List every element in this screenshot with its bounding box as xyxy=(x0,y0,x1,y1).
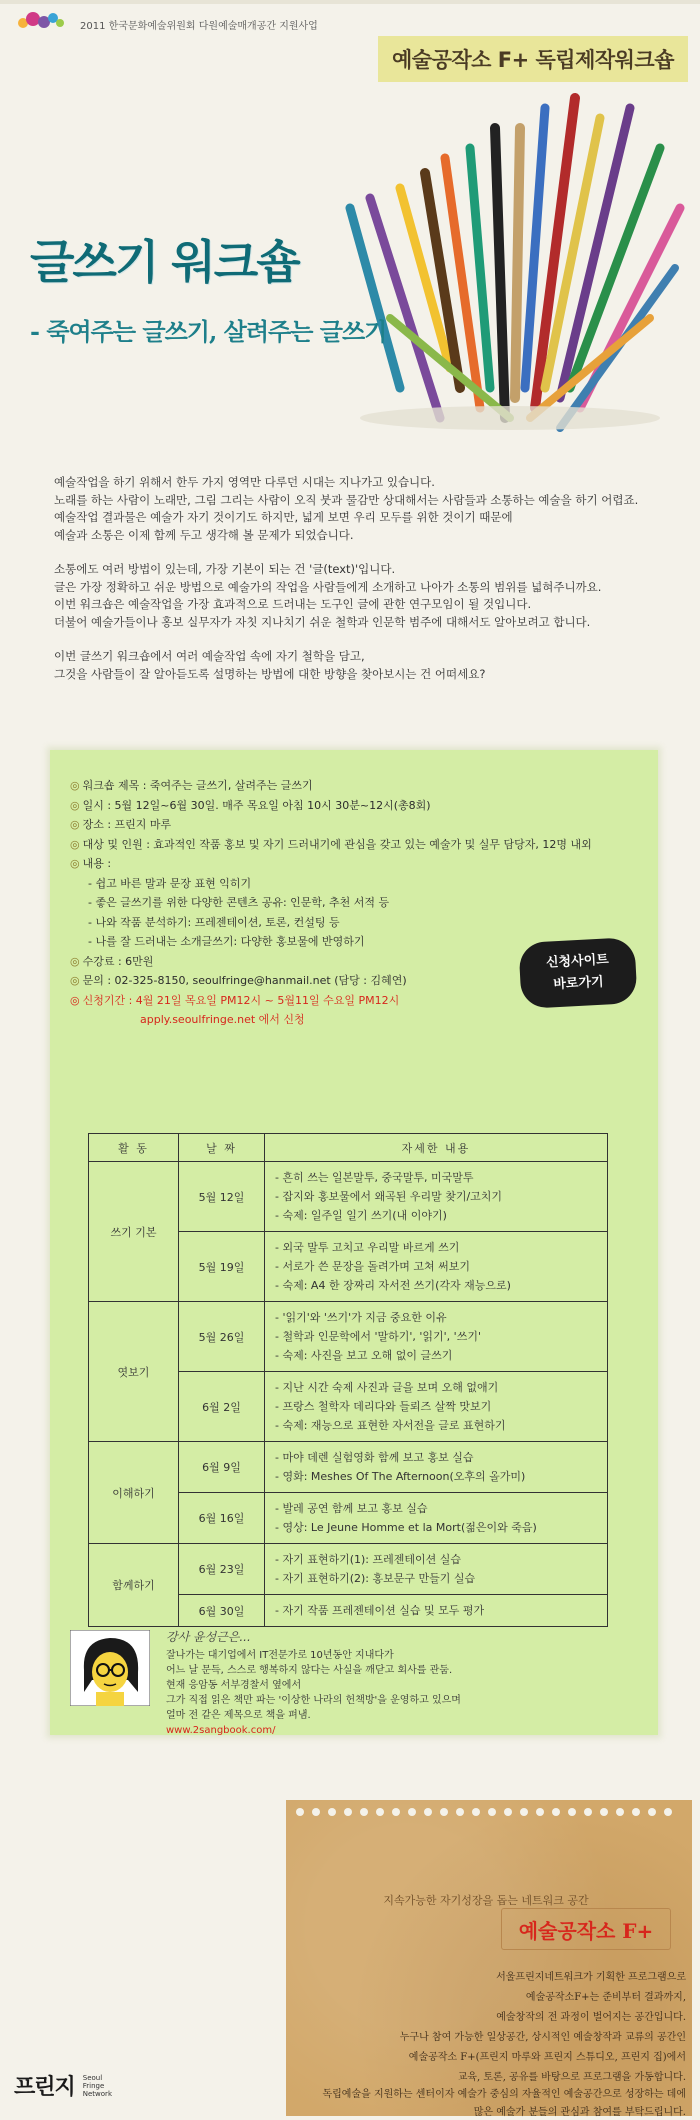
date-cell: 5월 19일 xyxy=(179,1232,265,1302)
detail-line: - 숙제: A4 한 장짜리 자서전 쓰기(각자 재능으로) xyxy=(275,1279,511,1292)
detail-line: - 숙제: 재능으로 표현한 자서전을 글로 표현하기 xyxy=(275,1419,506,1432)
instructor-link[interactable]: www.2sangbook.com/ xyxy=(166,1725,276,1736)
detail-cell xyxy=(265,1372,608,1442)
category-cell: 엿보기 xyxy=(89,1302,179,1442)
logo-text: 프린지 xyxy=(14,2075,75,2100)
instructor-bio xyxy=(166,1630,461,1738)
intro-line: 글은 가장 정확하고 쉬운 방법으로 예술가의 작업을 사람들에게 소개하고 나아가 소통의 범위를 넓혀주니까요. xyxy=(54,579,602,594)
table-row xyxy=(89,1442,608,1493)
date-cell: 5월 26일 xyxy=(179,1302,265,1372)
date-cell: 6월 30일 xyxy=(179,1595,265,1627)
bio-line: 어느 날 문득, 스스로 행복하지 않다는 사실을 깨닫고 회사를 관둠. xyxy=(166,1665,453,1676)
detail-line: - 자기 작품 프레젠테이션 실습 및 모두 평가 xyxy=(275,1604,485,1617)
signup-line: 바로가기 xyxy=(553,974,605,993)
detail-line: - 영화: Meshes Of The Afternoon(오후의 올가미) xyxy=(275,1470,526,1483)
program-badge: 예술공작소 F+ 독립제작워크숍 xyxy=(378,36,688,82)
header-detail: 자세한 내용 xyxy=(265,1134,608,1162)
detail-line: - 자기 표현하기(2): 홍보문구 만들기 실습 xyxy=(275,1572,476,1585)
intro-line: 그것을 사람들이 잘 알아듣도록 설명하는 방법에 대한 방향을 찾아보시는 건 어떠세요? xyxy=(54,666,486,681)
info-date-text: 일시 : 5월 12일~6월 30일. 매주 목요일 아침 10시 30분~12시(총8회) xyxy=(82,798,431,812)
info-place-text: 장소 : 프린지 마루 xyxy=(82,818,172,831)
intro-line: 소통에도 여러 방법이 있는데, 가장 기본이 되는 건 '글(text)'입니다. xyxy=(54,562,396,576)
page-title: 글쓰기 워크숍 xyxy=(30,235,299,289)
note-footer xyxy=(296,2086,686,2120)
note-brand: 예술공작소 F+ xyxy=(518,1918,654,1943)
note-line: 누구나 참여 가능한 일상공간, 상시적인 예술창작과 교류의 공간인 xyxy=(399,2032,686,2043)
color-dots-icon xyxy=(18,10,72,32)
bullet-icon: ◎ xyxy=(70,993,80,1007)
bullet-icon: ◎ xyxy=(70,837,80,851)
date-cell: 6월 23일 xyxy=(179,1544,265,1595)
intro-line: 더불어 예술가들이나 홍보 실무자가 자칫 지나치기 쉬운 철학과 인문학 범주에 대해서도 알아보려고 합니다. xyxy=(54,614,591,629)
detail-line: - 숙제: 사진을 보고 오해 없이 글쓰기 xyxy=(275,1349,453,1362)
intro-line: 예술작업을 하기 위해서 한두 가지 영역만 다루던 시대는 지나가고 있습니다. xyxy=(54,475,435,489)
instructor-section xyxy=(70,1630,678,1736)
note-line: 예술공작소 F+(프린지 마루와 프린지 스튜디오, 프린지 집)에서 xyxy=(408,2052,686,2063)
category-cell: 쓰기 기본 xyxy=(89,1162,179,1302)
bullet-icon: ◎ xyxy=(70,857,80,870)
header-date: 날 짜 xyxy=(179,1134,265,1162)
info-contact-text: 문의 : 02-325-8150, seoulfringe@hanmail.net (담당 : 김혜연) xyxy=(82,974,407,987)
info-target-text: 대상 및 인원 : 효과적인 작품 홍보 및 자기 드러내기에 관심을 갖고 있는 예술가 및 실무 담당자, 12명 내외 xyxy=(82,837,592,851)
apply-site-link[interactable]: apply.seoulfringe.net 에서 신청 xyxy=(140,1013,305,1026)
note-line: 예술창작의 전 과정이 벌어지는 공간입니다. xyxy=(496,2012,686,2023)
intro-paragraph xyxy=(54,648,654,683)
logo-sub-line: Fringe xyxy=(82,2081,105,2090)
detail-line: - 숙제: 일주일 일기 쓰기(내 이야기) xyxy=(275,1209,447,1222)
detail-line: - 지난 시간 숙제 사진과 글을 보며 오해 없애기 xyxy=(275,1381,499,1394)
bio-line: 얼마 전 같은 제목으로 책을 펴냄. xyxy=(166,1710,311,1721)
bio-line: 현재 응암동 서부경찰서 옆에서 xyxy=(166,1680,302,1691)
detail-cell xyxy=(265,1162,608,1232)
instructor-avatar xyxy=(70,1630,150,1706)
bio-line: 그가 직접 읽은 책만 파는 '이상한 나라의 헌책방'을 운영하고 있으며 xyxy=(166,1695,461,1706)
info-fee-text: 수강료 : 6만원 xyxy=(82,954,154,968)
intro-paragraph xyxy=(54,561,654,631)
detail-line: - 발레 공연 함께 보고 홍보 실습 xyxy=(275,1502,428,1515)
detail-cell xyxy=(265,1442,608,1493)
intro-text xyxy=(54,474,654,700)
detail-cell xyxy=(265,1595,608,1627)
table-row xyxy=(89,1162,608,1232)
detail-line: - 잡지와 홍보물에서 왜곡된 우리말 찾기/고치기 xyxy=(275,1190,503,1203)
intro-line: 예술작업 결과물은 예술가 자기 것이기도 하지만, 넓게 보면 우리 모두를 위한 것이기 때문에 xyxy=(54,510,513,524)
intro-line: 이번 글쓰기 워크숍에서 여러 예술작업 속에 자기 철학을 담고, xyxy=(54,649,365,663)
note-line: 교육, 토론, 공유를 바탕으로 프로그램을 가동합니다. xyxy=(457,2072,686,2083)
pencils-illustration xyxy=(330,88,690,438)
bullet-icon: ◎ xyxy=(70,974,80,987)
instructor-name: 강사 윤성근은... xyxy=(166,1630,251,1644)
detail-line: - 서로가 쓴 문장을 돌려가며 고쳐 써보기 xyxy=(275,1260,470,1273)
schedule-table xyxy=(88,1133,608,1627)
fringe-logo[interactable] xyxy=(14,2070,112,2101)
intro-paragraph xyxy=(54,474,654,544)
table-header-row xyxy=(89,1134,608,1162)
info-apply-period-text: 신청기간 : 4월 21일 목요일 PM12시 ~ 5월11일 수요일 PM12시 xyxy=(82,993,400,1007)
content-item: - 나와 작품 분석하기: 프레젠테이션, 토론, 컨설팅 등 xyxy=(88,915,340,929)
detail-cell xyxy=(265,1493,608,1544)
content-item: - 나를 잘 드러내는 소개글쓰기: 다양한 홍보물에 반영하기 xyxy=(88,935,365,948)
workshop-info-card xyxy=(50,750,658,1735)
detail-line: - 영상: Le Jeune Homme et la Mort(젊은이와 죽음) xyxy=(275,1521,537,1534)
bullet-icon: ◎ xyxy=(70,798,80,812)
content-item: - 좋은 글쓰기를 위한 다양한 콘텐츠 공유: 인문학, 추천 서적 등 xyxy=(88,896,390,909)
logo-sub-line: Seoul xyxy=(82,2073,103,2082)
note-line: 서울프린지네트워크가 기획한 프로그램으로 xyxy=(496,1972,686,1983)
info-target xyxy=(70,835,630,855)
info-date xyxy=(70,796,630,816)
bio-line: 잘나가는 대기업에서 IT전문가로 10년동안 지내다가 xyxy=(166,1650,394,1661)
signup-site-button[interactable] xyxy=(518,937,637,1009)
detail-cell xyxy=(265,1302,608,1372)
content-item: - 쉽고 바른 말과 문장 표현 익히기 xyxy=(88,876,252,890)
top-line xyxy=(0,0,700,4)
intro-line: 예술과 소통은 이제 함께 두고 생각해 볼 문제가 되었습니다. xyxy=(54,527,354,542)
note-line: 독립예술을 지원하는 센터이자 예술가 중심의 자율적인 예술공간으로 성장하는 데에 xyxy=(322,2089,686,2100)
info-title-text: 워크숍 제목 : 죽여주는 글쓰기, 살려주는 글쓰기 xyxy=(82,779,313,792)
category-cell: 이해하기 xyxy=(89,1442,179,1544)
page-subtitle: - 죽여주는 글쓰기, 살려주는 글쓰기 xyxy=(30,317,387,346)
intro-line: 노래를 하는 사람이 노래만, 그림 그리는 사람이 오직 붓과 물감만 상대해서는 사람들과 소통하는 예술을 하기 어렵죠. xyxy=(54,492,639,507)
binder-holes xyxy=(296,1806,682,1818)
header-activity: 활 동 xyxy=(89,1134,179,1162)
info-place xyxy=(70,815,630,835)
detail-line: - 철학과 인문학에서 '말하기', '읽기', '쓰기' xyxy=(275,1330,481,1343)
detail-cell xyxy=(265,1232,608,1302)
detail-line: - 흔히 쓰는 일본말투, 중국말투, 미국말투 xyxy=(275,1171,474,1184)
signup-line: 신청사이트 xyxy=(545,952,610,971)
detail-cell xyxy=(265,1544,608,1595)
date-cell: 5월 12일 xyxy=(179,1162,265,1232)
detail-line: - 외국 말투 고치고 우리말 바르게 쓰기 xyxy=(275,1241,460,1254)
note-tagline: 지속가능한 자기성장을 돕는 네트워크 공간 xyxy=(383,1894,589,1907)
info-content xyxy=(70,854,630,874)
date-cell: 6월 16일 xyxy=(179,1493,265,1544)
note-line: 많은 예술가 분들의 관심과 참여를 부탁드립니다. xyxy=(473,2107,686,2118)
date-cell: 6월 9일 xyxy=(179,1442,265,1493)
bullet-icon: ◎ xyxy=(70,779,80,792)
bullet-icon: ◎ xyxy=(70,954,80,968)
detail-line: - 자기 표현하기(1): 프레젠테이션 실습 xyxy=(275,1553,462,1566)
note-line: 예술공작소F+는 준비부터 결과까지, xyxy=(525,1992,686,2003)
intro-line: 이번 워크숍은 예술작업을 가장 효과적으로 드러내는 도구인 글에 관한 연구모임이 될 것입니다. xyxy=(54,597,532,611)
info-title xyxy=(70,776,630,796)
category-cell: 함께하기 xyxy=(89,1544,179,1627)
table-row xyxy=(89,1302,608,1372)
detail-line: - 프랑스 철학자 데리다와 들뢰즈 살짝 맛보기 xyxy=(275,1400,492,1413)
detail-line: - 마야 데렌 실험영화 함께 보고 홍보 실습 xyxy=(275,1451,474,1464)
table-row xyxy=(89,1544,608,1595)
logo-sub-line: Network xyxy=(82,2089,112,2098)
date-cell: 6월 2일 xyxy=(179,1372,265,1442)
bullet-icon: ◎ xyxy=(70,818,80,831)
sponsor-text: 2011 한국문화예술위원회 다원예술매개공간 지원사업 xyxy=(80,21,318,32)
detail-line: - '읽기'와 '쓰기'가 지금 중요한 이유 xyxy=(275,1311,447,1324)
note-body xyxy=(302,1968,686,2088)
logo-subtext xyxy=(83,2074,112,2098)
kraft-note xyxy=(286,1800,692,2116)
info-content-label: 내용 : xyxy=(82,857,112,870)
